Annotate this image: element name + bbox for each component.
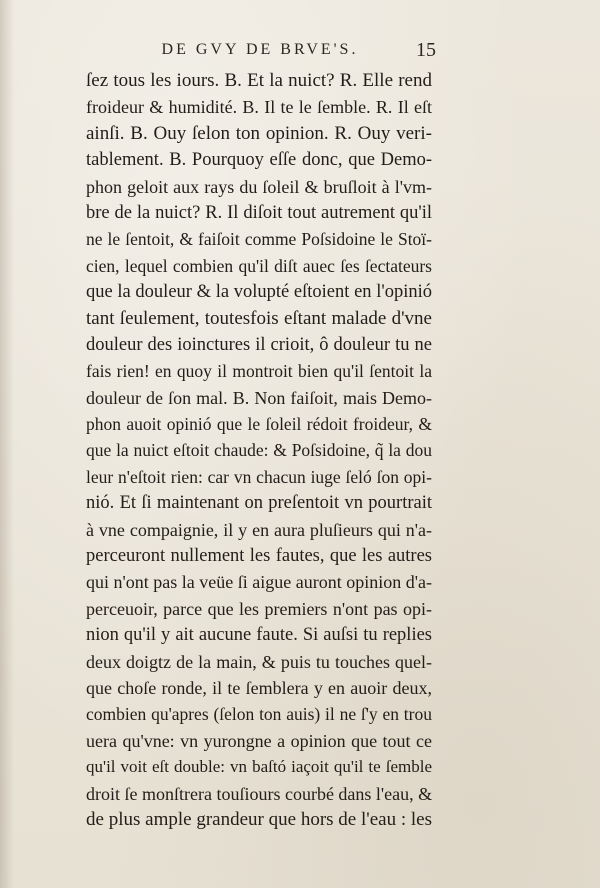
- text-line: phon geloit aux rays du ſoleil & bruſloit à l'vm-: [86, 176, 432, 197]
- text-line: douleur des ioinctures il crioit, ô douleur tu ne: [86, 334, 432, 355]
- text-line: de plus ample grandeur que hors de l'eau : les: [86, 808, 432, 830]
- text-line: tablement. B. Pourquoy eſſe donc, que Demo-: [86, 150, 432, 171]
- page-number: 15: [416, 39, 436, 61]
- text-line: perceuront nullement les fautes, que les autres: [86, 546, 432, 567]
- text-line: qu'il voit eſt double: vn baſtó iaçoit qu'il te ſemble: [86, 757, 432, 777]
- body-text: [86, 68, 432, 833]
- text-line: fais rien! en quoy il montroit bien qu'il ſentoit la: [86, 361, 432, 382]
- text-line: cien, lequel combien qu'il diſt auec ſes ſectateurs: [86, 255, 432, 276]
- running-head: DE GVY DE BRVE'S.: [161, 41, 359, 58]
- text-line: leur n'eſtoit rien: car vn chacun iuge ſeló ſon opi-: [86, 466, 432, 487]
- text-line: tant ſeulement, toutesfois eſtant malade d'vne: [86, 307, 432, 329]
- text-line: deux doigtz de la main, & puis tu touches quel-: [86, 651, 432, 672]
- text-line: à vne compaignie, il y en aura pluſieurs qui n'a-: [86, 519, 432, 540]
- text-line: ainſi. B. Ouy ſelon ton opinion. R. Ouy veri-: [86, 122, 432, 144]
- text-line: uera qu'vne: vn yurongne a opinion que tout ce: [86, 730, 432, 751]
- text-line: froideur & humidité. B. Il te le ſemble. R. Il eſt: [86, 97, 432, 118]
- text-line: douleur de ſon mal. B. Non faiſoit, mais Demo-: [86, 387, 432, 408]
- text-line: droit ſe monſtrera touſiours courbé dans l'eau, &: [86, 783, 433, 804]
- text-line: qui n'ont pas la veüe ſi aigue auront opinion d'a-: [86, 572, 432, 593]
- text-line: nion qu'il y ait aucune faute. Si auſsi tu replies: [86, 625, 432, 646]
- text-line: que choſe ronde, il te ſemblera y en auoir deux,: [86, 677, 432, 698]
- text-line: phon auoit opinió que le ſoleil rédoit froideur, &: [86, 414, 432, 435]
- text-line: combien qu'apres (ſelon ton auis) il ne ſ'y en trou: [86, 704, 432, 725]
- text-line: ſez tous les iours. B. Et la nuict? R. Elle rend: [86, 70, 432, 91]
- text-line: ne le ſentoit, & faiſoit comme Poſsidoine le Stoï-: [86, 229, 432, 250]
- text-line: que la nuict eſtoit chaude: & Poſsidoine, q̃ la dou: [86, 440, 432, 461]
- text-line: nió. Et ſi maintenant on preſentoit vn pourtrait: [86, 493, 432, 514]
- spine-shadow: [0, 0, 14, 888]
- text-line: que la douleur & la volupté eſtoient en l'opinió: [86, 282, 432, 303]
- text-line: perceuoir, parce que les premiers n'ont pas opi-: [86, 598, 432, 619]
- text-line: bre de la nuict? R. Il diſoit tout autrement qu'il: [86, 202, 432, 223]
